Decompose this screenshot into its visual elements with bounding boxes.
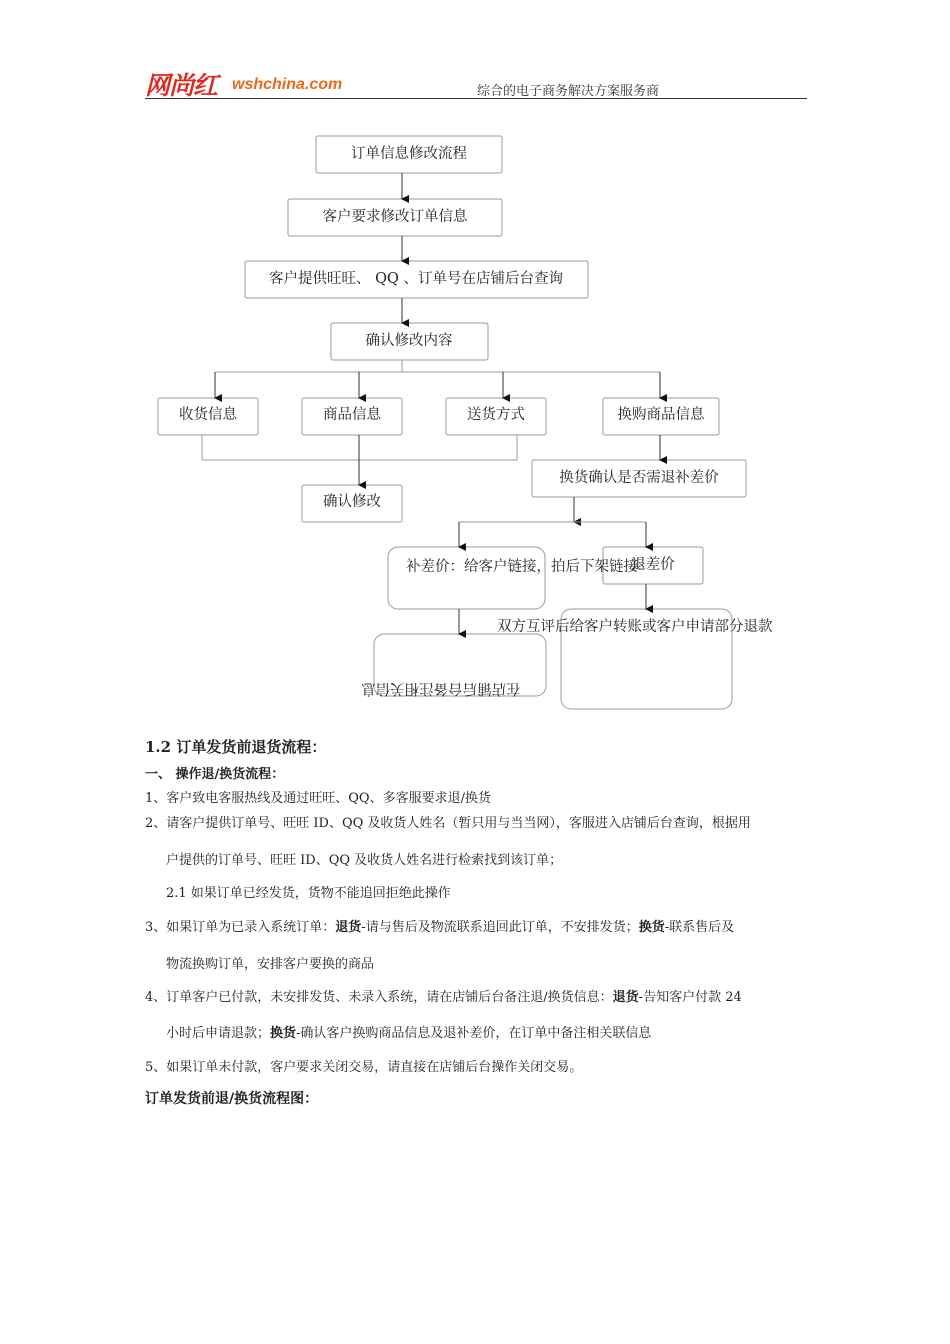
paragraph-4b <box>166 1022 651 1041</box>
label-mutual-review: 双方互评后给客户转账或客户申请部分退款 <box>497 619 773 635</box>
paragraph-5: 5、如果订单未付款，客户要求关闭交易，请直接在店铺后台操作关闭交易。 <box>145 1060 583 1075</box>
box-pay-diff <box>388 547 545 609</box>
paragraph-4a <box>145 986 742 1005</box>
p4a-text-1: 4、订单客户已付款，未安排发货、未录入系统，请在店铺后台备注退/换货信息： <box>145 990 613 1005</box>
label-branch-product: 商品信息 <box>323 407 381 423</box>
label-refund-diff: 退差价 <box>631 557 675 573</box>
p3a-text-1: 3、如果订单为已录入系统订单： <box>145 920 336 935</box>
section-subtitle: 一、 操作退/换货流程： <box>145 767 285 782</box>
paragraph-1: 1、客户致电客服热线及通过旺旺、QQ、多客服要求退/换货 <box>145 791 491 806</box>
paragraph-2c: 2.1 如果订单已经发货，货物不能追回拒绝此操作 <box>166 886 451 901</box>
label-step2: 客户提供旺旺、 QQ 、订单号在店铺后台查询 <box>269 271 563 287</box>
paragraph-3b: 物流换购订单，安排客户要换的商品 <box>166 957 375 972</box>
label-store-note: 在店铺后台备注相关信息 <box>361 680 521 696</box>
logo-domain: wshchina.com <box>232 76 343 93</box>
p3a-bold-exchange: 换货 <box>638 920 665 935</box>
label-branch-receive: 收货信息 <box>179 407 237 423</box>
label-step3: 确认修改内容 <box>365 333 453 349</box>
p3a-bold-return: 退货 <box>335 920 362 935</box>
p4b-text-2: -确认客户换购商品信息及退补差价，在订单中备注相关联信息 <box>296 1026 652 1041</box>
label-branch-delivery: 送货方式 <box>467 407 525 423</box>
label-branch-exchange: 换购商品信息 <box>617 407 705 423</box>
label-exchange-confirm: 换货确认是否需退补差价 <box>559 470 719 486</box>
p4a-bold-return: 退货 <box>612 990 639 1005</box>
logo-chinese: 网尚红 <box>145 71 218 100</box>
paragraph-2a: 2、请客户提供订单号、旺旺 ID、QQ 及收货人姓名（暂只用与当当网），客服进入店铺后台查询，根据用 <box>145 816 751 831</box>
section-title: 1.2 订单发货前退货流程： <box>145 738 327 756</box>
label-title: 订单信息修改流程 <box>351 146 467 162</box>
p4b-bold-exchange: 换货 <box>270 1026 297 1041</box>
p4b-text-1: 小时后申请退款； <box>166 1026 271 1041</box>
p3a-text-2: -请与售后及物流联系追回此订单，不安排发货； <box>361 920 639 935</box>
p3a-text-3: -联系售后及 <box>664 920 735 935</box>
paragraph-3a <box>145 916 734 935</box>
flowchart-caption: 订单发货前退/换货流程图： <box>145 1091 319 1107</box>
p4a-text-2: -告知客户付款 24 <box>638 990 742 1005</box>
paragraph-2b: 户提供的订单号、旺旺 ID、QQ 及收货人姓名进行检索找到该订单； <box>166 853 563 868</box>
label-step1: 客户要求修改订单信息 <box>322 209 468 225</box>
label-confirm-modify: 确认修改 <box>323 494 381 510</box>
label-pay-diff: 补差价：给客户链接，拍后下架链接 <box>406 559 638 575</box>
header-tagline: 综合的电子商务解决方案服务商 <box>477 84 660 99</box>
